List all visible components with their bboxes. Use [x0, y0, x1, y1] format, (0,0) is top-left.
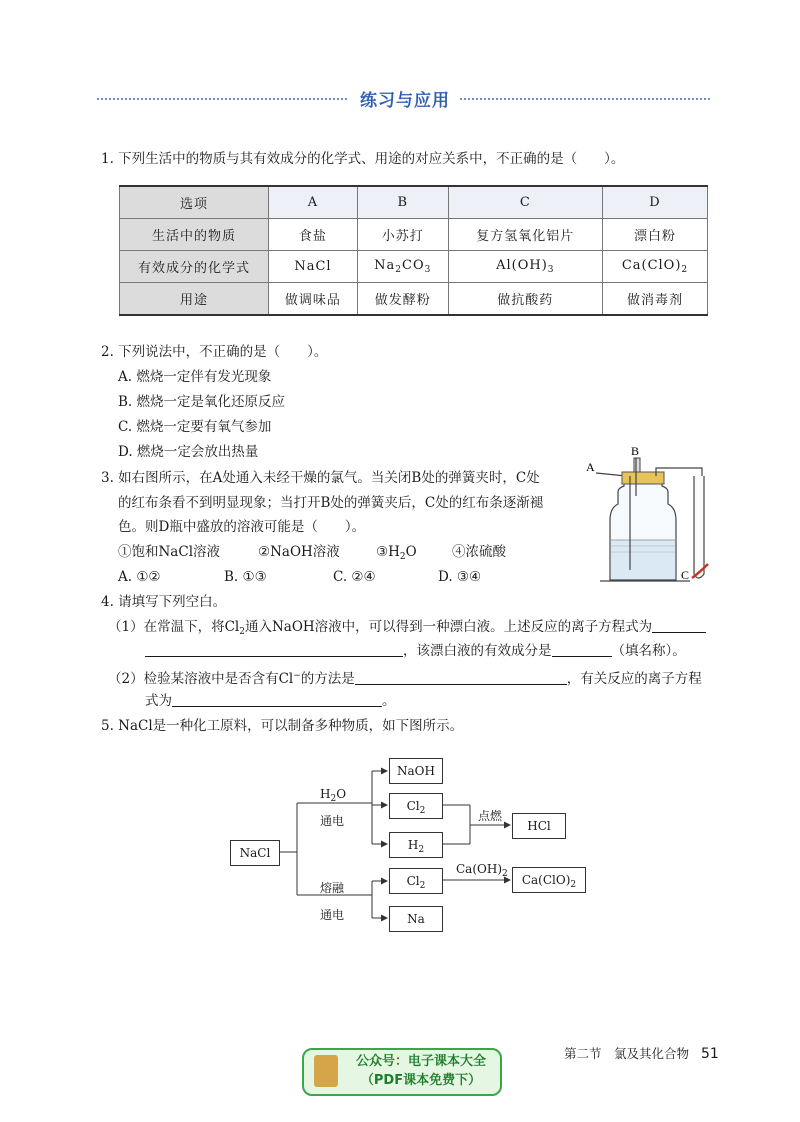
- q4-p2-text-c: ，有关反应的离子方程: [566, 671, 702, 687]
- q4-p1-text-c: ，该漂白液的有效成分是: [403, 643, 552, 659]
- page-footer: [564, 1044, 719, 1062]
- use-c: 做抗酸药: [448, 283, 602, 316]
- flow-label-ronghua: 熔融: [320, 881, 345, 895]
- substance-b: 小苏打: [357, 219, 448, 251]
- q3-choice-c: C. ②④: [333, 569, 376, 585]
- q3-line-2: 的红布条看不到明显现象；当打开B处的弹簧夹后，C处的红布条逐渐褪: [118, 495, 544, 511]
- q3-item-1: ①饱和NaCl溶液: [118, 544, 221, 560]
- q3-item-3: $③H_2O$: [376, 544, 417, 562]
- q3-line-3: 色。则D瓶中盛放的溶液可能是（ ）。: [118, 519, 366, 535]
- flow-box-hcl: HCl: [512, 813, 566, 839]
- q2-choice-d: D. 燃烧一定会放出热量: [118, 444, 259, 460]
- cl-text: Cl: [406, 799, 420, 813]
- q2-choice-a: A. 燃烧一定伴有发光现象: [118, 369, 272, 385]
- use-d: 做消毒剂: [602, 283, 707, 316]
- formula-c: $Al(OH)_3$: [448, 251, 602, 283]
- flow-box-naoh: NaOH: [389, 758, 443, 784]
- flow-box-cl2-lower: $Cl_2$: [389, 868, 443, 894]
- q3-choice-b: B. ①③: [224, 569, 267, 585]
- q1-stem: 1. 下列生活中的物质与其有效成分的化学式、用途的对应关系中，不正确的是（ ）。: [101, 151, 625, 167]
- flow-label-h2o: $H_2O$: [320, 787, 347, 804]
- q3-line-1: 3. 如右图所示，在A处通入未经干燥的氯气。当关闭B处的弹簧夹时，C处: [101, 470, 540, 486]
- q3-choice-a: A. ①②: [118, 569, 161, 585]
- option-b: B: [357, 186, 448, 219]
- formula-b: $Na_2CO_3$: [357, 251, 448, 283]
- row-header-formula: 有效成分的化学式: [120, 251, 269, 283]
- option-a: A: [269, 186, 358, 219]
- q4-stem: 4. 请填写下列空白。: [101, 594, 227, 610]
- label-c: C: [681, 568, 690, 582]
- watermark-line-1: 公众号：电子课本大全: [355, 1054, 486, 1069]
- q4-part-1-line-1: （1）在常温下，将$Cl_2$通入NaOH溶液中，可以得到一种漂白液。上述反应的离子方程式为: [108, 617, 706, 642]
- row-header-option: 选项: [120, 186, 269, 219]
- h-text: H: [407, 838, 419, 852]
- watermark-badge: [302, 1048, 502, 1096]
- use-a: 做调味品: [269, 283, 358, 316]
- q3-item-2: ②NaOH溶液: [258, 544, 340, 560]
- use-b: 做发酵粉: [357, 283, 448, 316]
- row-header-use: 用途: [120, 283, 269, 316]
- watermark-text: [346, 1052, 496, 1090]
- q2-stem: 2. 下列说法中，不正确的是（ ）。: [101, 344, 328, 360]
- q2-choice-b: B. 燃烧一定是氧化还原反应: [118, 394, 286, 410]
- q4-p2-text-b: 的方法是: [300, 671, 355, 687]
- substance-d: 漂白粉: [602, 219, 707, 251]
- q4-p1-text-d: （填名称）。: [611, 643, 686, 659]
- q4-p2-text-d: 式为: [145, 693, 172, 709]
- q4-part-2-line-1: （2）检验某溶液中是否含有Cl−的方法是 ，有关反应的离子方程: [108, 671, 702, 687]
- formula-d: $Ca(ClO)_2$: [602, 251, 707, 283]
- flow-label-tongdian-2: 通电: [320, 908, 345, 922]
- substance-a: 食盐: [269, 219, 358, 251]
- book-icon: [314, 1055, 338, 1087]
- flow-box-h2: $H_2$: [389, 832, 443, 858]
- option-c: C: [448, 186, 602, 219]
- watermark-line-2: （PDF课本免费下）: [360, 1073, 482, 1088]
- option-d: D: [602, 186, 707, 219]
- q4-p2-text-a: （2）检验某溶液中是否含有Cl: [108, 671, 294, 687]
- q5-stem: 5. NaCl是一种化工原料，可以制备多种物质，如下图所示。: [101, 718, 464, 734]
- q3-item-4: ④浓硫酸: [452, 544, 506, 560]
- caclo-text: Ca(ClO): [521, 873, 571, 887]
- caoh-text: Ca(OH): [456, 862, 503, 876]
- footer-section: 第二节 氯及其化合物: [564, 1046, 690, 1061]
- flow-box-na: Na: [389, 906, 443, 932]
- q2-choice-c: C. 燃烧一定要有氧气参加: [118, 419, 272, 435]
- flow-label-caoh2: $Ca(OH)_2$: [456, 862, 508, 879]
- formula-a: NaCl: [269, 251, 358, 283]
- flow-box-caclo2: $Ca(ClO)_2$: [512, 867, 586, 893]
- q4-p1-text-a: （1）在常温下，将Cl: [108, 619, 240, 635]
- label-a: A: [586, 460, 595, 474]
- row-header-substance: 生活中的物质: [120, 219, 269, 251]
- flow-box-nacl: NaCl: [230, 840, 280, 866]
- flow-box-cl2-upper: $Cl_2$: [389, 793, 443, 819]
- q4-p1-text-b: 通入NaOH溶液中，可以得到一种漂白液。上述反应的离子方程式为: [244, 619, 653, 635]
- page-number: 51: [701, 1046, 719, 1062]
- section-title: 练习与应用: [360, 91, 450, 111]
- substance-c: 复方氢氧化铝片: [448, 219, 602, 251]
- q4-p2-text-e: 。: [382, 693, 396, 709]
- label-b: B: [631, 444, 640, 458]
- q3-choice-d: D. ③④: [438, 569, 482, 585]
- flow-label-dianran: 点燃: [478, 809, 503, 823]
- cl-text: Cl: [406, 874, 420, 888]
- flow-label-tongdian-1: 通电: [320, 814, 345, 828]
